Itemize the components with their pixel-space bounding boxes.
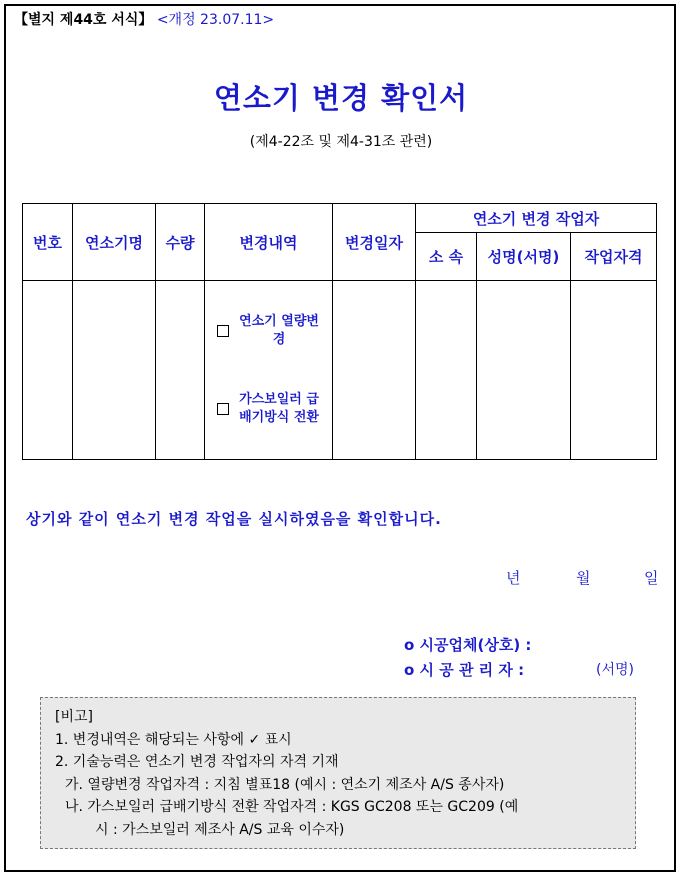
header-change-date: 변경일자 — [333, 204, 416, 281]
page-title: 연소기 변경 확인서 — [213, 81, 469, 115]
remarks-line-2: 2. 기술능력은 연소기 변경 작업자의 자격 기재 — [55, 754, 339, 770]
cell-change-date[interactable] — [333, 281, 416, 460]
option-heat-change — [205, 313, 332, 349]
remarks-line-3: 가. 열량변경 작업자격 : 지침 별표18 (예시 : 연소기 제조사 A/S 종사자) — [65, 776, 505, 793]
confirmation-statement: 상기와 같이 연소기 변경 작업을 실시하였음을 확인합니다. — [26, 510, 442, 528]
cell-no[interactable] — [23, 281, 73, 460]
header-burner-name: 연소기명 — [73, 204, 156, 281]
option-heat-change-label: 연소기 열량변경 — [239, 314, 319, 347]
header-no: 번호 — [23, 204, 73, 281]
manager-label: o 시 공 관 리 자 : — [404, 661, 525, 679]
option-boiler-conversion-label: 가스보일러 급배기방식 전환 — [239, 392, 319, 425]
cell-change-details — [205, 281, 333, 460]
header-quantity: 수량 — [156, 204, 205, 281]
header-change-details: 변경내역 — [205, 204, 333, 281]
signature-mark: (서명) — [596, 662, 634, 678]
date-year-label: 년 — [506, 569, 521, 587]
form-number: 【별지 제44호 서식】 — [14, 12, 153, 28]
remarks-line-4: 나. 가스보일러 급배기방식 전환 작업자격 : KGS GC208 또는 GC209 (예 — [65, 799, 519, 815]
remarks-line-1: 1. 변경내역은 해당되는 사항에 ✓ 표시 — [55, 731, 292, 748]
remarks-heading: [비고] — [55, 709, 93, 725]
revision-date: <개정 23.07.11> — [156, 12, 275, 28]
checkbox-heat-change[interactable] — [217, 325, 229, 337]
checkbox-boiler-conversion[interactable] — [217, 403, 229, 415]
date-day-label: 일 — [644, 569, 659, 587]
remarks-box — [40, 697, 636, 849]
change-record-table — [22, 203, 657, 460]
cell-name-signature[interactable] — [477, 281, 571, 460]
cell-qualification[interactable] — [571, 281, 657, 460]
cell-affiliation[interactable] — [416, 281, 477, 460]
header-affiliation: 소 속 — [416, 233, 477, 281]
form-header — [14, 9, 274, 29]
cell-burner-name[interactable] — [73, 281, 156, 460]
contractor-label: o 시공업체(상호) : — [404, 636, 532, 654]
option-boiler-conversion — [205, 391, 332, 427]
header-name-signature: 성명(서명) — [477, 233, 571, 281]
date-month-label: 월 — [576, 569, 591, 587]
header-qualification: 작업자격 — [571, 233, 657, 281]
cell-quantity[interactable] — [156, 281, 205, 460]
remarks-line-4-cont: 시 : 가스보일러 제조사 A/S 교육 이수자) — [95, 821, 345, 838]
header-worker-group: 연소기 변경 작업자 — [416, 204, 657, 233]
page-subtitle: (제4-22조 및 제4-31조 관련) — [249, 134, 433, 150]
